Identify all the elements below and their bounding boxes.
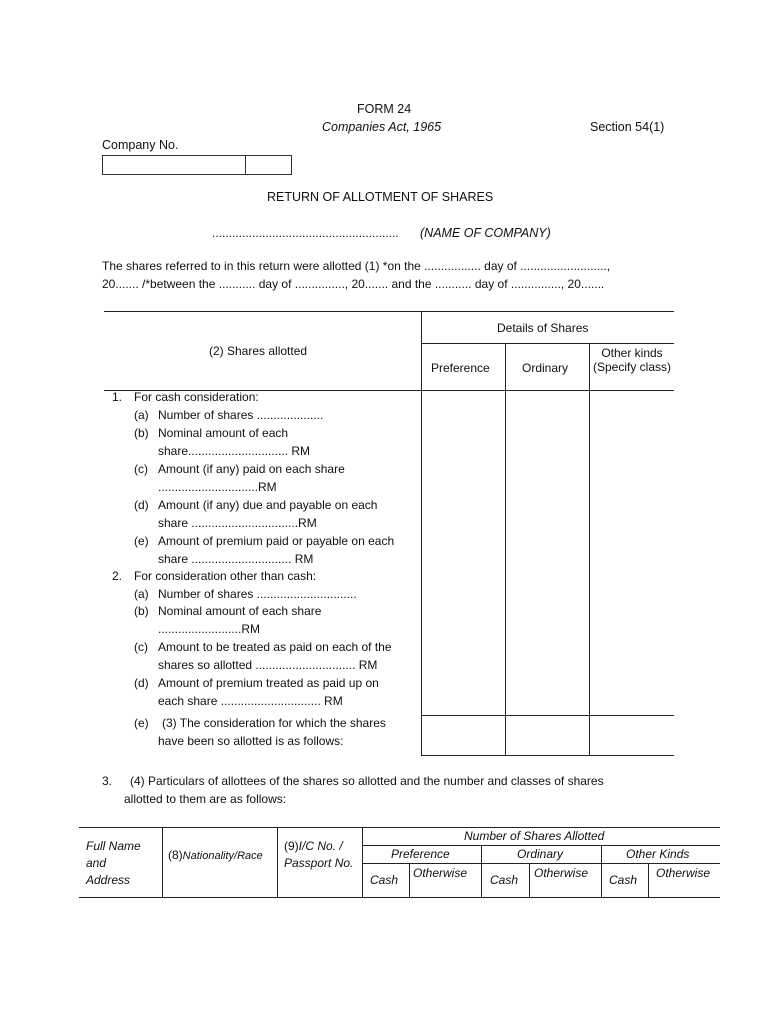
form-number: FORM 24 bbox=[357, 102, 412, 116]
form-title: RETURN OF ALLOTMENT OF SHARES bbox=[267, 190, 494, 204]
nationality-header bbox=[168, 847, 272, 865]
company-name-dots: ........................................................ bbox=[212, 226, 399, 240]
ic-footnote: (9) bbox=[284, 839, 299, 853]
item-2d-text: Amount of premium treated as paid up on bbox=[158, 676, 379, 690]
ordinary-cash-header: Cash bbox=[490, 873, 519, 887]
item-2a-text: Number of shares .............................. bbox=[158, 587, 357, 601]
item-1b-text: Nominal amount of each bbox=[158, 426, 289, 440]
nationality-label: Nationality/Race bbox=[182, 850, 263, 862]
intro-line-1: The shares referred to in this return were allotted (1) *on the ................. day of .........................., bbox=[102, 259, 611, 273]
item-2c-marker: (c) bbox=[134, 640, 148, 654]
company-name-label: (NAME OF COMPANY) bbox=[420, 226, 551, 240]
item-1e-text: Amount of premium paid or payable on each bbox=[158, 534, 395, 548]
item-1c-text: Amount (if any) paid on each share bbox=[158, 462, 345, 476]
item-1a-marker: (a) bbox=[134, 408, 149, 422]
section-ref: Section 54(1) bbox=[590, 120, 665, 134]
item-1d-marker: (d) bbox=[134, 498, 149, 512]
item-2-number: 2. bbox=[112, 569, 123, 583]
item-2e-text-2: have been so allotted is as follows: bbox=[158, 734, 344, 748]
ic-passport-header bbox=[284, 838, 360, 872]
item-2c-text: Amount to be treated as paid on each of the bbox=[158, 640, 392, 654]
item-1e-text-2: share .............................. RM bbox=[158, 552, 314, 566]
preference-otherwise-header: Otherwise bbox=[412, 866, 468, 880]
item-1d-text: Amount (if any) due and payable on each bbox=[158, 498, 378, 512]
item-2a-marker: (a) bbox=[134, 587, 149, 601]
item-2e-marker: (e) bbox=[134, 716, 149, 730]
item-2-text: For consideration other than cash: bbox=[134, 569, 317, 583]
number-allotted-header: Number of Shares Allotted bbox=[464, 829, 605, 843]
details-of-shares-header: Details of Shares bbox=[497, 321, 589, 335]
item-2c-text-2: shares so allotted .............................. RM bbox=[158, 658, 378, 672]
item-2b-text-2: .........................RM bbox=[158, 622, 261, 636]
ordinary-subheader: Ordinary bbox=[517, 847, 564, 861]
other-cash-header: Cash bbox=[609, 873, 638, 887]
section-3-line-1: (4) Particulars of allottees of the shares so allotted and the number and classes of shares bbox=[130, 774, 604, 788]
ic-label: I/C No. / Passport No. bbox=[284, 839, 354, 870]
section-3-number: 3. bbox=[102, 774, 113, 788]
item-1d-text-2: share ................................RM bbox=[158, 516, 317, 530]
act-title: Companies Act, 1965 bbox=[322, 120, 442, 134]
item-2d-text-2: each share .............................. RM bbox=[158, 694, 343, 708]
item-1-number: 1. bbox=[112, 390, 123, 404]
item-1c-text-2: ..............................RM bbox=[158, 480, 277, 494]
item-2d-marker: (d) bbox=[134, 676, 149, 690]
nationality-footnote: (8) bbox=[168, 848, 183, 862]
item-2e-text: (3) The consideration for which the shares bbox=[162, 716, 386, 730]
ordinary-header: Ordinary bbox=[522, 361, 569, 375]
item-1-text: For cash consideration: bbox=[134, 390, 259, 404]
other-kinds-subheader: Other Kinds bbox=[626, 847, 690, 861]
item-2b-marker: (b) bbox=[134, 604, 149, 618]
section-3-line-2: allotted to them are as follows: bbox=[124, 792, 287, 806]
other-kinds-header: Other kinds (Specify class) bbox=[592, 346, 672, 374]
full-name-header: Full Name and Address bbox=[86, 839, 141, 887]
item-1e-marker: (e) bbox=[134, 534, 149, 548]
preference-header: Preference bbox=[431, 361, 490, 375]
item-1b-text-2: share.............................. RM bbox=[158, 444, 311, 458]
ordinary-otherwise-header: Otherwise bbox=[533, 866, 589, 880]
company-no-check-field[interactable] bbox=[245, 155, 292, 175]
company-no-label: Company No. bbox=[102, 138, 179, 152]
company-no-field[interactable] bbox=[102, 155, 246, 175]
other-otherwise-header: Otherwise bbox=[655, 866, 711, 880]
preference-cash-header: Cash bbox=[370, 873, 399, 887]
item-1c-marker: (c) bbox=[134, 462, 148, 476]
item-2b-text: Nominal amount of each share bbox=[158, 604, 322, 618]
preference-subheader: Preference bbox=[391, 847, 450, 861]
item-1a-text: Number of shares .................... bbox=[158, 408, 324, 422]
intro-line-2: 20....... /*between the ........... day of ..............., 20....... and the ........... day of ..............., 20....... bbox=[102, 277, 605, 291]
item-1b-marker: (b) bbox=[134, 426, 149, 440]
shares-allotted-header: (2) Shares allotted bbox=[209, 344, 308, 358]
